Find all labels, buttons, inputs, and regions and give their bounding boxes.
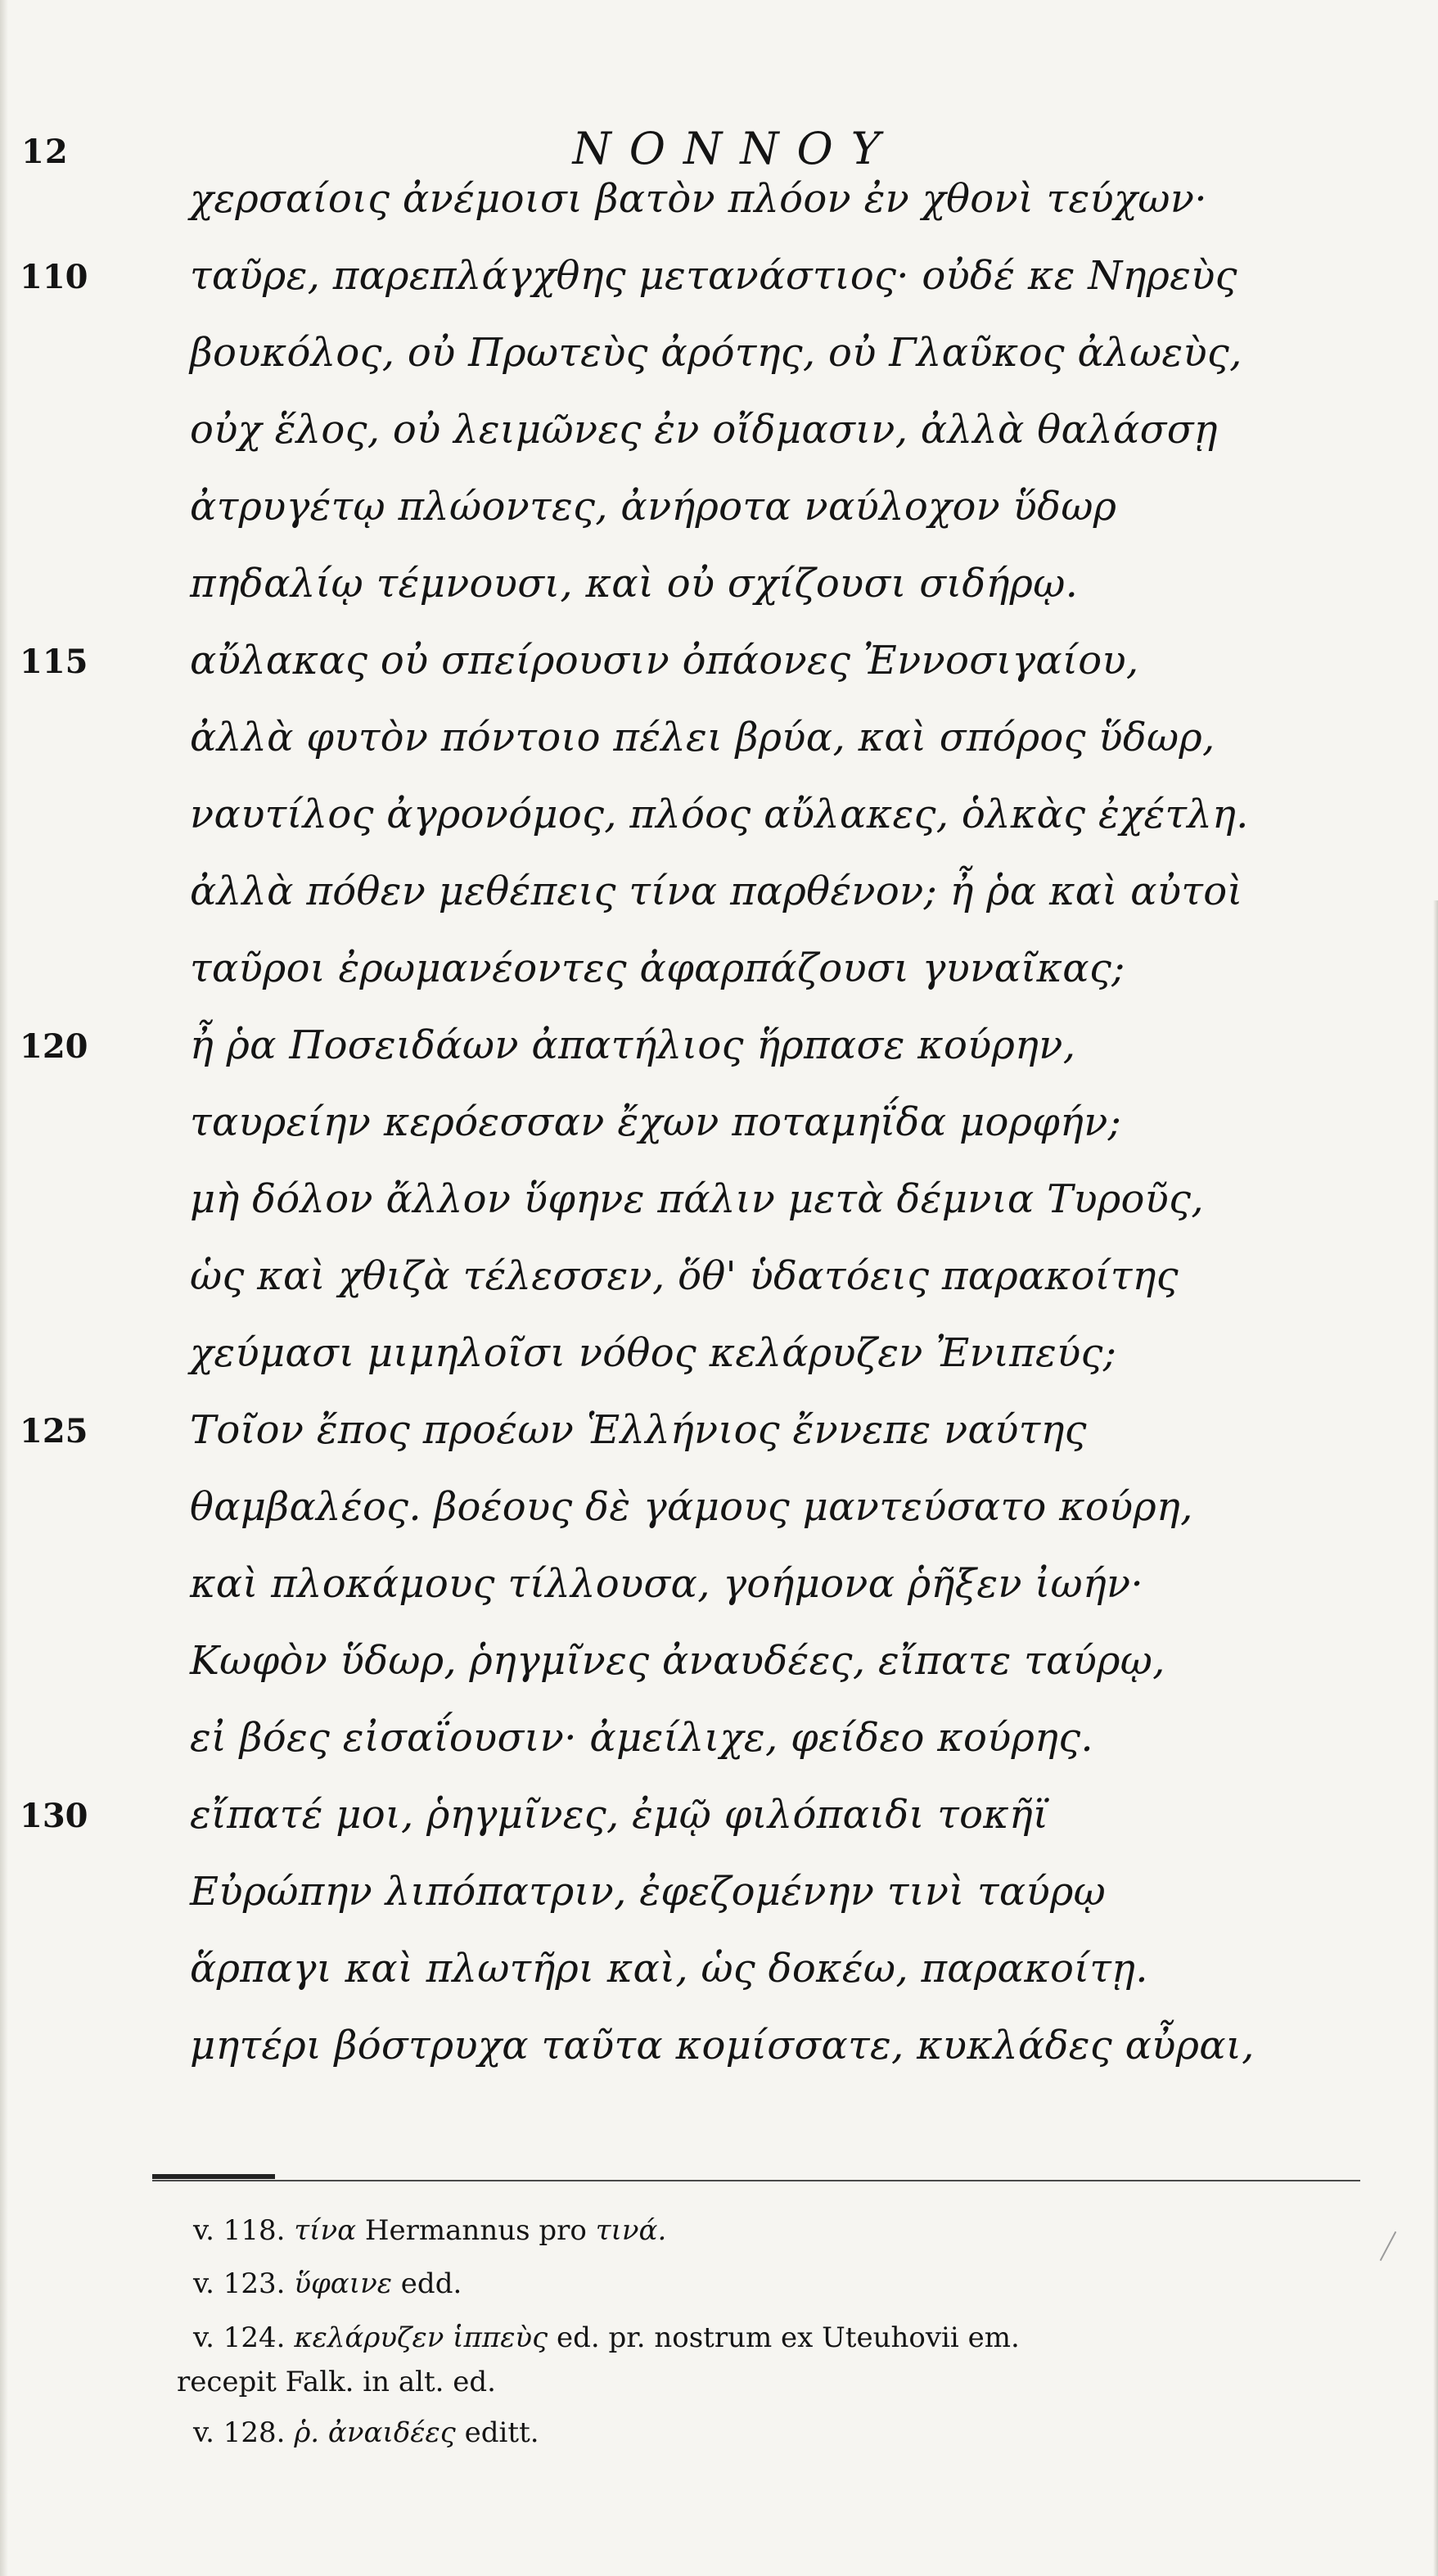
footnote-text: editt.: [455, 2416, 539, 2449]
verse-line: ἅρπαγι καὶ πλωτῆρι καὶ, ὡς δοκέω, παρακοίτῃ.: [190, 1946, 1148, 1992]
line-number: 115: [20, 643, 88, 681]
page-number: 12: [21, 133, 69, 171]
verse-line: Τοῖον ἔπος προέων Ἑλλήνιος ἔννεπε ναύτης: [190, 1407, 1087, 1453]
footnote-line: [177, 2366, 496, 2398]
footnote-greek: τινά.: [595, 2214, 667, 2247]
footnote-rule-thick: [152, 2174, 275, 2179]
verse-line: ἀλλὰ πόθεν μεθέπεις τίνα παρθένον; ἦ ῥα καὶ αὐτοὶ: [190, 868, 1243, 914]
footnote-text: ed. pr. nostrum ex Uteuhovii em.: [548, 2321, 1020, 2354]
verse-line: καὶ πλοκάμους τίλλουσα, γοήμονα ῥῆξεν ἰωήν·: [190, 1561, 1144, 1607]
line-number: 110: [20, 258, 88, 296]
verse-line: Κωφὸν ὕδωρ, ῥηγμῖνες ἀναυδέες, εἴπατε ταύρῳ,: [190, 1638, 1165, 1684]
footnote-line: [193, 2214, 666, 2247]
verse-line: μητέρι βόστρυχα ταῦτα κομίσσατε, κυκλάδες αὖραι,: [190, 2023, 1255, 2068]
footnote-line: [193, 2267, 462, 2300]
verse-line: ἦ ῥα Ποσειδάων ἀπατήλιος ἥρπασε κούρην,: [190, 1022, 1076, 1068]
verse-line: αὔλακας οὐ σπείρουσιν ὀπάονες Ἐννοσιγαίου,: [190, 638, 1139, 683]
footnote-greek: κελάρυζεν ἱππεὺς: [294, 2321, 548, 2354]
verse-line: οὐχ ἕλος, οὐ λειμῶνες ἐν οἴδμασιν, ἀλλὰ θαλάσσῃ: [190, 407, 1218, 453]
verse-line: χεύμασι μιμηλοῖσι νόθος κελάρυζεν Ἐνιπεύς;: [190, 1330, 1117, 1376]
verse-line: ταυρείην κερόεσσαν ἔχων ποταμηΐδα μορφήν;: [190, 1099, 1122, 1145]
footnote-ref: v. 123.: [193, 2267, 286, 2300]
page-edge-right: [1433, 900, 1438, 2576]
footnote-line: [193, 2321, 1020, 2354]
footnote-greek: ὕφαινε: [294, 2267, 392, 2300]
footnote-text: Hermannus pro: [356, 2214, 596, 2247]
verse-line: πηδαλίῳ τέμνουσι, καὶ οὐ σχίζουσι σιδήρῳ.: [190, 561, 1079, 607]
verse-line: ἀτρυγέτῳ πλώοντες, ἀνήροτα ναύλοχον ὕδωρ: [190, 484, 1117, 530]
footnote-line: [193, 2416, 539, 2449]
verse-line: εἴπατέ μοι, ῥηγμῖνες, ἐμῷ φιλόπαιδι τοκῆϊ: [190, 1792, 1049, 1838]
line-number: 125: [20, 1412, 88, 1450]
page-edge-left: [0, 0, 8, 2576]
line-number: 120: [20, 1027, 88, 1066]
verse-line: ταῦρε, παρεπλάγχθης μετανάστιος· οὐδέ κε Νηρεὺς: [190, 253, 1237, 299]
verse-line: μὴ δόλον ἄλλον ὕφηνε πάλιν μετὰ δέμνια Τυροῦς,: [190, 1176, 1204, 1222]
verse-line: ὡς καὶ χθιζὰ τέλεσσεν, ὅθ' ὑδατόεις παρακοίτης: [190, 1253, 1179, 1299]
footnote-text: recepit Falk. in alt. ed.: [177, 2366, 496, 2398]
verse-line: βουκόλος, οὐ Πρωτεὺς ἀρότης, οὐ Γλαῦκος ἀλωεὺς,: [190, 330, 1242, 376]
footnote-rule: [152, 2180, 1360, 2181]
footnote-text: edd.: [392, 2267, 462, 2300]
line-number: 130: [20, 1797, 88, 1835]
verse-line: ἀλλὰ φυτὸν πόντοιο πέλει βρύα, καὶ σπόρος ὕδωρ,: [190, 715, 1215, 760]
stray-mark: [1380, 2231, 1397, 2261]
footnote-ref: v. 124.: [193, 2321, 286, 2354]
footnote-ref: v. 118.: [193, 2214, 286, 2247]
footnote-greek: ῥ. ἀναιδέες: [294, 2416, 456, 2449]
verse-line: χερσαίοις ἀνέμοισι βατὸν πλόον ἐν χθονὶ τεύχων·: [190, 176, 1207, 222]
verse-line: εἰ βόες εἰσαΐουσιν· ἀμείλιχε, φείδεο κούρης.: [190, 1715, 1093, 1761]
verse-line: θαμβαλέος. βοέους δὲ γάμους μαντεύσατο κούρη,: [190, 1484, 1193, 1530]
verse-line: ταῦροι ἐρωμανέοντες ἀφαρπάζουσι γυναῖκας;: [190, 945, 1125, 991]
running-head: ΝΟΝΝΟΥ: [572, 123, 899, 174]
footnote-greek: τίνα: [294, 2214, 357, 2247]
verse-line: Εὐρώπην λιπόπατριν, ἐφεζομένην τινὶ ταύρῳ: [190, 1869, 1107, 1915]
verse-line: ναυτίλος ἀγρονόμος, πλόος αὔλακες, ὁλκὰς ἐχέτλη.: [190, 792, 1249, 837]
footnote-ref: v. 128.: [193, 2416, 286, 2449]
